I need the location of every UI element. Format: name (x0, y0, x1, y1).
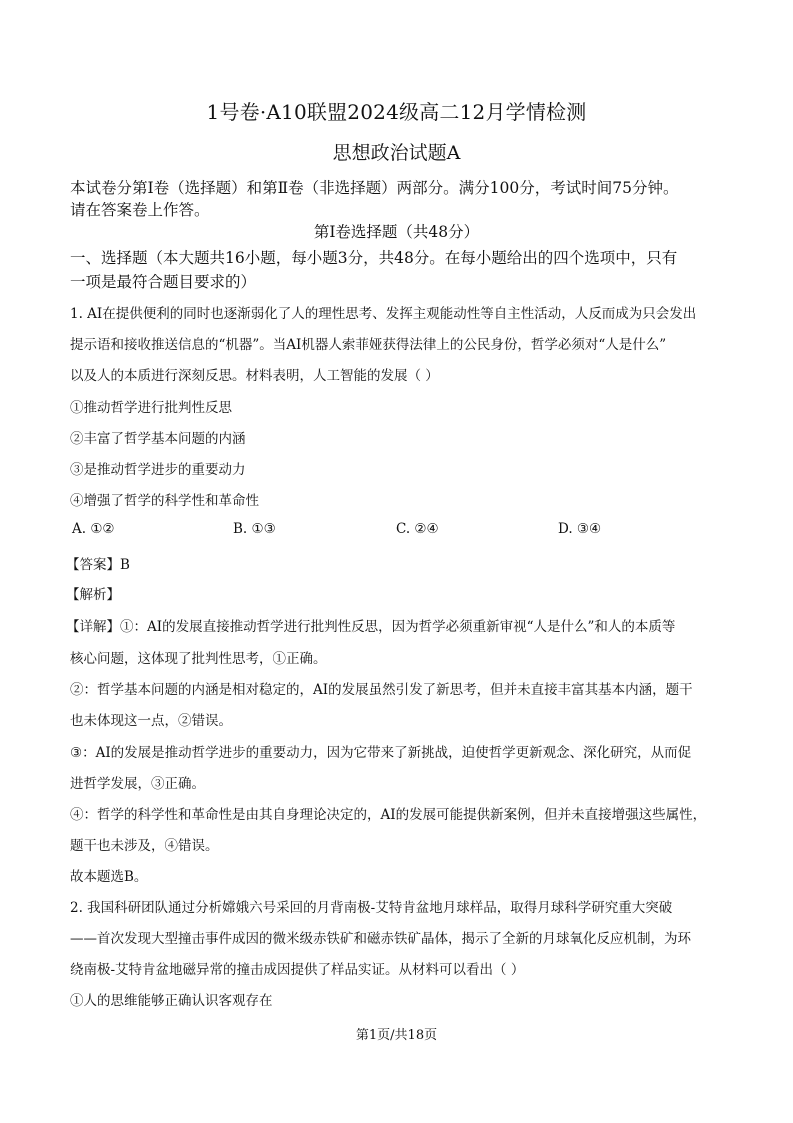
explanation-line-9: 故本题选B。 (70, 869, 148, 885)
question-1-item-1: ①推动哲学进行批判性反思 (70, 400, 232, 416)
question-2-item-1: ①人的思维能够正确认识客观存在 (70, 993, 273, 1009)
question-2-stem-line-2: ——首次发现大型撞击事件成因的微米级赤铁矿和磁赤铁矿晶体，揭示了全新的月球氧化反应机制，为环 (70, 931, 691, 947)
instructions-line-2: 一项是最符合题目要求的） (70, 273, 257, 291)
explanation-line-6: 进哲学发展，③正确。 (70, 776, 205, 792)
question-2-stem-line-1: 2. 我国科研团队通过分析嫦娥六号采回的月背南极-艾特肯盆地月球样品，取得月球科学研究重大突破 (70, 900, 673, 916)
explanation-line-1: 【详解】①：AI的发展直接推动哲学进行批判性反思，因为哲学必须重新审视“人是什么”和人的本质等 (66, 619, 676, 635)
question-1-stem-line-1: 1. AI在提供便利的同时也逐渐弱化了人的理性思考、发挥主观能动性等自主性活动，人反而成为只会发出 (70, 306, 697, 322)
explanation-line-2: 核心问题，这体现了批判性思考，①正确。 (70, 651, 327, 667)
intro-line-2: 请在答案卷上作答。 (70, 201, 210, 219)
question-1-option-c: C. ②④ (396, 521, 439, 537)
explanation-line-5: ③：AI的发展是推动哲学进步的重要动力，因为它带来了新挑战，迫使哲学更新观念、深化研究，从而促 (70, 745, 692, 761)
explanation-line-8: 题干也未涉及，④错误。 (70, 838, 219, 854)
document-title: 1号卷·A10联盟2024级高二12月学情检测 (206, 100, 587, 124)
question-1-answer: 【答案】B (66, 557, 130, 573)
question-1-stem-line-3: 以及人的本质进行深刻反思。材料表明，人工智能的发展（ ） (70, 368, 439, 384)
question-1-option-b: B. ①③ (233, 521, 276, 537)
question-1-item-3: ③是推动哲学进步的重要动力 (70, 462, 246, 478)
page-footer: 第1页/共18页 (355, 1028, 438, 1043)
instructions-line-1: 一、选择题（本大题共16小题，每小题3分，共48分。在每小题给出的四个选项中，只有 (70, 249, 678, 267)
question-1-analysis-label: 【解析】 (66, 587, 120, 603)
intro-line-1: 本试卷分第Ⅰ卷（选择题）和第Ⅱ卷（非选择题）两部分。满分100分，考试时间75分钟。 (70, 179, 679, 197)
question-1-stem-line-2: 提示语和接收推送信息的“机器”。当AI机器人索菲娅获得法律上的公民身份，哲学必须对“人是什么” (70, 337, 667, 353)
section-heading: 第Ⅰ卷选择题（共48分） (313, 223, 480, 241)
question-1-option-a: A. ①② (72, 521, 115, 537)
explanation-line-3: ②：哲学基本问题的内涵是相对稳定的，AI的发展虽然引发了新思考，但并未直接丰富其基本内涵，题干 (70, 682, 693, 698)
question-1-item-2: ②丰富了哲学基本问题的内涵 (70, 431, 246, 447)
explanation-line-7: ④：哲学的科学性和革命性是由其自身理论决定的，AI的发展可能提供新案例，但并未直接增强这些属性， (70, 807, 707, 823)
explanation-line-4: 也未体现这一点，②错误。 (70, 713, 232, 729)
document-subtitle: 思想政治试题A (332, 142, 461, 164)
question-1-option-d: D. ③④ (558, 521, 602, 537)
question-1-item-4: ④增强了哲学的科学性和革命性 (70, 493, 259, 509)
question-2-stem-line-3: 绕南极-艾特肯盆地磁异常的撞击成因提供了样品实证。从材料可以看出（ ） (70, 962, 525, 978)
